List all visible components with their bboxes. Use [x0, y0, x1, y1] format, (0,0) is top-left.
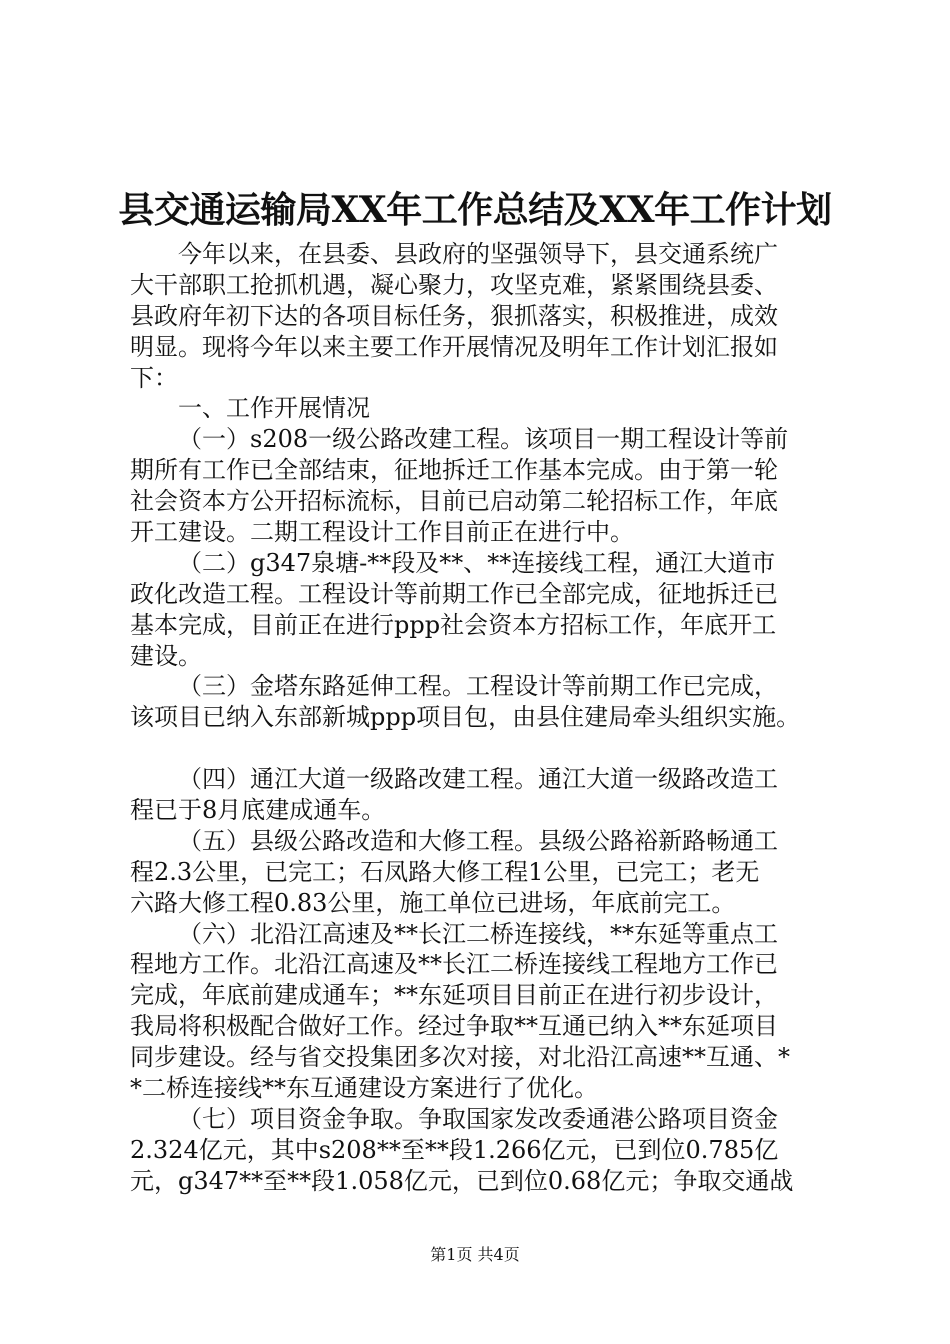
document-body	[130, 239, 830, 1197]
body-line: 同步建设。经与省交投集团多次对接，对北沿江高速**互通、*	[130, 1043, 790, 1072]
page-footer: 第1页 共4页	[430, 1245, 520, 1264]
body-line: 该项目已纳入东部新城ppp项目包，由县住建局牵头组织实施。	[130, 703, 801, 732]
body-line: 今年以来，在县委、县政府的坚强领导下，县交通系统广	[178, 240, 778, 268]
body-line: 建设。	[130, 641, 202, 670]
body-line: （四）通江大道一级路改建工程。通江大道一级路改造工	[178, 765, 778, 794]
body-line: 2.324亿元，其中s208**至**段1.266亿元，已到位0.785亿	[130, 1135, 779, 1164]
body-line: 下：	[130, 363, 178, 392]
body-line: 程2.3公里，已完工；石凤路大修工程1公里，已完工；老无	[130, 857, 760, 886]
body-line: （一）s208一级公路改建工程。该项目一期工程设计等前	[178, 425, 789, 454]
body-line: 社会资本方公开招标流标，目前已启动第二轮招标工作，年底	[130, 487, 778, 516]
body-line: 一、工作开展情况	[178, 394, 370, 423]
body-line: 基本完成，目前正在进行ppp社会资本方招标工作，年底开工	[130, 610, 777, 639]
body-line: 程地方工作。北沿江高速及**长江二桥连接线工程地方工作已	[130, 950, 778, 979]
body-line: 明显。现将今年以来主要工作开展情况及明年工作计划汇报如	[130, 332, 778, 361]
body-line: 大干部职工抢抓机遇，凝心聚力，攻坚克难，紧紧围绕县委、	[130, 270, 778, 299]
body-line: （六）北沿江高速及**长江二桥连接线，**东延等重点工	[178, 919, 778, 948]
body-line: （三）金塔东路延伸工程。工程设计等前期工作已完成，	[178, 672, 778, 701]
body-line: 元，g347**至**段1.058亿元，已到位0.68亿元；争取交通战	[130, 1166, 794, 1195]
body-line: （五）县级公路改造和大修工程。县级公路裕新路畅通工	[178, 826, 778, 855]
page-title: 县交通运输局XX年工作总结及XX年工作计划	[118, 189, 832, 231]
body-line: 六路大修工程0.83公里，施工单位已进场，年底前完工。	[130, 888, 736, 917]
body-line: 政化改造工程。工程设计等前期工作已全部完成，征地拆迁已	[130, 579, 778, 608]
body-line: 期所有工作已全部结束，征地拆迁工作基本完成。由于第一轮	[130, 456, 778, 485]
body-line: 开工建设。二期工程设计工作目前正在进行中。	[130, 518, 634, 547]
body-line: （七）项目资金争取。争取国家发改委通港公路项目资金	[178, 1104, 778, 1133]
body-line: 程已于8月底建成通车。	[130, 796, 386, 825]
body-line: （二）g347泉塘-**段及**、**连接线工程，通江大道市	[178, 548, 776, 577]
body-line: *二桥连接线**东互通建设方案进行了优化。	[130, 1074, 598, 1103]
body-line	[130, 733, 830, 764]
body-line: 我局将积极配合做好工作。经过争取**互通已纳入**东延项目	[130, 1012, 778, 1041]
body-line: 县政府年初下达的各项目标任务，狠抓落实，积极推进，成效	[130, 301, 778, 330]
body-line: 完成，年底前建成通车；**东延项目目前正在进行初步设计，	[130, 981, 778, 1010]
